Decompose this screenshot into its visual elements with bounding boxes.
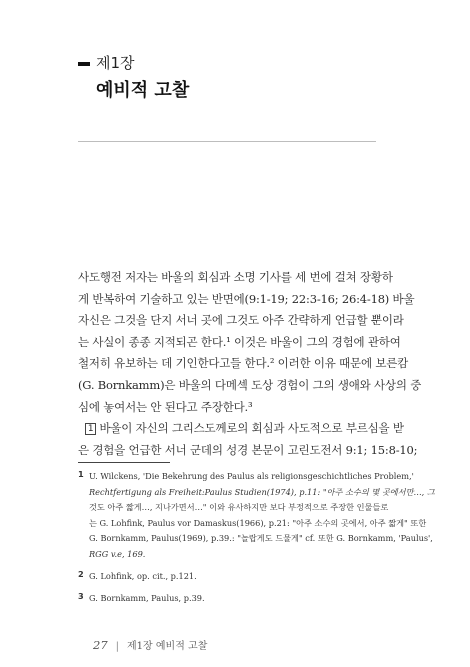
footnote-line: G. Bornkamm, Paulus, p.39. bbox=[89, 592, 205, 603]
footnote-number: 2 bbox=[78, 569, 84, 579]
body-line: 심에 놓여서는 안 된다고 주장한다.³ bbox=[78, 399, 253, 414]
footnote-line: 것도 아주 짧게…, 지나가면서…" 이와 유사하지만 보다 부정적으로 주장한 인물들로 bbox=[89, 502, 389, 512]
page-number: 27 bbox=[93, 638, 108, 652]
footnote bbox=[78, 569, 388, 585]
running-head: 제1장 예비적 고찰 bbox=[127, 641, 208, 652]
footnote-line: G. Lohfink, op. cit., p.121. bbox=[89, 571, 197, 581]
footnote bbox=[78, 591, 388, 607]
section-marker: 1 bbox=[85, 423, 97, 435]
body-line bbox=[78, 418, 404, 440]
footnote-line: G. Bornkamm, Paulus(1969), p.39.: "놀랍게도 드물게" cf. 또한 G. Bornkamm, 'Paulus', bbox=[89, 533, 433, 543]
footnote-line: 는 G. Lohfink, Paulus vor Damaskus(1966), p.21: "아주 소수의 곳에서, 아주 짧게" 또한 bbox=[89, 517, 427, 528]
body-line-text: 바울이 자신의 그리스도께로의 회심과 사도적으로 부르심을 받 bbox=[99, 421, 404, 436]
footnote-number: 1 bbox=[78, 469, 84, 479]
footer-separator: | bbox=[115, 641, 120, 652]
body-line: 는 사실이 종종 지적되곤 한다.¹ 이것은 바울이 그의 경험에 관하여 bbox=[78, 334, 401, 349]
footnote-divider bbox=[78, 462, 170, 463]
chapter-divider bbox=[78, 141, 376, 142]
body-text bbox=[78, 267, 422, 461]
body-line: 게 반복하여 기술하고 있는 반면에(9:1-19; 22:3-16; 26:4-18) 바울 bbox=[78, 291, 415, 306]
body-line: 자신은 그것을 단지 서너 곳에 그것도 아주 간략하게 언급할 뿐이라 bbox=[78, 313, 404, 328]
chapter-number: 제1장 bbox=[96, 54, 135, 72]
footnote-line: RGG v.e, 169. bbox=[89, 548, 146, 559]
body-line: 은 경험을 언급한 서너 군데의 성경 본문이 고린도전서 9:1; 15:8-10; bbox=[78, 442, 418, 457]
footnote-line: U. Wilckens, 'Die Bekehrung des Paulus als religionsgeschichtliches Problem,' bbox=[89, 471, 414, 481]
page-footer bbox=[93, 637, 207, 652]
body-line: (G. Bornkamm)은 바울의 다메섹 도상 경험이 그의 생애와 사상의 중 bbox=[78, 377, 422, 392]
chapter-mark bbox=[78, 62, 90, 66]
body-line: 철저히 유보하는 데 기인한다고들 한다.² 이러한 이유 때문에 보른캄 bbox=[78, 356, 409, 371]
footnote bbox=[78, 469, 435, 562]
footnote-number: 3 bbox=[78, 590, 84, 601]
footnotes bbox=[78, 469, 435, 606]
chapter-title: 예비적 고찰 bbox=[96, 80, 190, 101]
body-line: 사도행전 저자는 바울의 회심과 소명 기사를 세 번에 걸쳐 장황하 bbox=[78, 270, 393, 284]
footnote-line: Rechtfertigung als Freiheit:Paulus Studien(1974), p.11: "아주 소수의 몇 곳에서만…, 그 bbox=[89, 486, 435, 497]
